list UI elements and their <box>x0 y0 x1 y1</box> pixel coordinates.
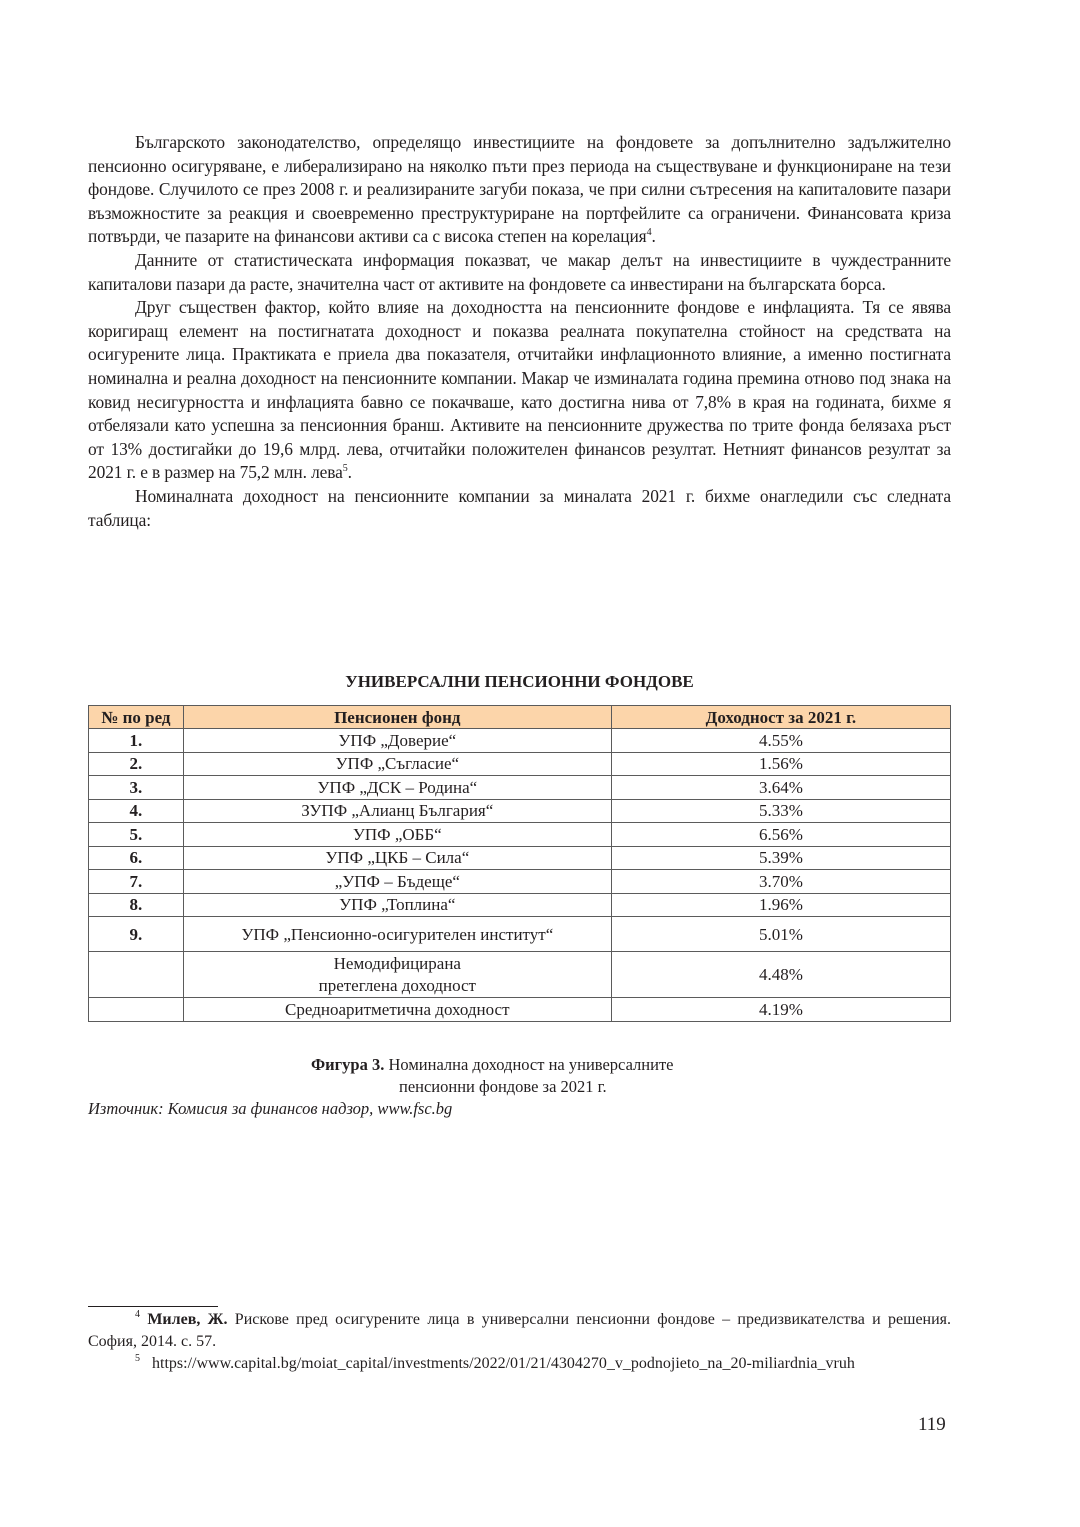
table-row <box>89 799 951 823</box>
table-title: УНИВЕРСАЛНИ ПЕНСИОННИ ФОНДОВЕ <box>345 672 694 691</box>
footnote-4 <box>88 1309 951 1353</box>
caption-line-1 <box>311 1054 951 1076</box>
fund-yield: 5.33% <box>611 799 950 823</box>
fund-yield: 5.39% <box>611 846 950 870</box>
fund-name: УПФ „ОББ“ <box>183 823 611 847</box>
footnote-author: Милев, Ж. <box>147 1311 228 1328</box>
paragraph-text: Данните от статистическата информация показват, че макар делът на инвестициите в чуждестранните капиталови пазари да расте, значителна част от активите на фондовете са инвестирани на българската борса. <box>88 249 951 294</box>
row-number: 1. <box>89 729 184 753</box>
paragraph-tail: . <box>347 462 352 483</box>
column-header-fund: Пенсионен фонд <box>183 706 611 729</box>
fund-name: УПФ „Доверие“ <box>183 729 611 753</box>
paragraph-text: Номиналната доходност на пенсионните компании за миналата 2021 г. бихме онагледили със следната таблица: <box>88 485 951 530</box>
fund-yield: 1.96% <box>611 893 950 917</box>
table-row <box>89 729 951 753</box>
fund-yield: 3.70% <box>611 870 950 894</box>
footnote-ref[interactable]: 5 <box>342 462 348 474</box>
table-row <box>89 776 951 800</box>
fund-name: „УПФ – Бъдеще“ <box>183 870 611 894</box>
footnote-text: Рискове пред осигурените лица в универсални пенсионни фондове – предизвикателства и решения. София, 2014. с. 57. <box>88 1311 952 1350</box>
fund-name: УПФ „Топлина“ <box>183 893 611 917</box>
body-text <box>88 131 951 532</box>
summary-label: Средноаритметична доходност <box>183 998 611 1022</box>
footnote-ref[interactable]: 4 <box>646 226 652 238</box>
summary-yield: 4.48% <box>611 952 950 998</box>
summary-yield: 4.19% <box>611 998 950 1022</box>
table-row <box>89 823 951 847</box>
page-number: 119 <box>918 1414 946 1435</box>
footnote-divider <box>88 1306 218 1307</box>
fund-yield: 1.56% <box>611 752 950 776</box>
fund-yield: 6.56% <box>611 823 950 847</box>
empty-cell <box>89 952 184 998</box>
summary-label-line2: претеглена доходност <box>318 975 476 995</box>
table-row <box>89 917 951 952</box>
paragraph-3 <box>88 296 951 485</box>
table-row <box>89 752 951 776</box>
paragraph-4 <box>88 485 951 532</box>
row-number: 7. <box>89 870 184 894</box>
footnote-number: 5 <box>135 1352 140 1364</box>
paragraph-text: Друг съществен фактор, който влияе на доходността на пенсионните фондове е инфлацията. Тя се явява коригиращ елемент на постигнатата доходност и показва реалната покупателна стойност на средствата на осигурените лица. Практиката е приела два показателя, отчитайки инфлационното влияние, а именно постигната номинална и реална доходност на пенсионните компании. Макар че изминалата година премина отново под знака на ковид несигурността и инфлацията бавно се покачваше, като достигна нива от 7,8% в края на годината, бихме я отбелязали като успешна за пенсионния бранш. Активите на пенсионните дружества по трите фонда белязаха ръст от 13% достигайки до 19,6 млрд. лева, отчитайки положителен финансов резултат. Нетният финансов резултат за 2021 г. е в размер на 75,2 млн. лева <box>88 297 951 483</box>
summary-row-average <box>89 998 951 1022</box>
column-header-yield: Доходност за 2021 г. <box>611 706 950 729</box>
fund-yield: 3.64% <box>611 776 950 800</box>
fund-name: УПФ „Съгласие“ <box>183 752 611 776</box>
figure-text-2: пенсионни фондове за 2021 г. <box>399 1077 607 1096</box>
paragraph-2 <box>88 249 951 296</box>
table-row <box>89 893 951 917</box>
source-note: Източник: Комисия за финансов надзор, www.fsc.bg <box>88 1099 453 1118</box>
summary-row-weighted <box>89 952 951 998</box>
figure-text-1: Номинална доходност на универсалните <box>388 1055 674 1074</box>
fund-name: УПФ „Пенсионно-осигурителен институт“ <box>183 917 611 952</box>
footnote-link[interactable]: https://www.capital.bg/moiat_capital/investments/2022/01/21/4304270_v_podnojieto_na_20-miliardnia_vruh <box>152 1355 855 1372</box>
table-row <box>89 846 951 870</box>
fund-yield: 5.01% <box>611 917 950 952</box>
summary-label <box>183 952 611 998</box>
fund-yield: 4.55% <box>611 729 950 753</box>
figure-caption <box>88 1054 951 1120</box>
row-number: 6. <box>89 846 184 870</box>
fund-name: ЗУПФ „Алианц България“ <box>183 799 611 823</box>
pension-funds-table <box>88 705 951 1022</box>
row-number: 4. <box>89 799 184 823</box>
fund-name: УПФ „ДСК – Родина“ <box>183 776 611 800</box>
footnote-5 <box>88 1353 951 1375</box>
column-header-number: № по ред <box>89 706 184 729</box>
paragraph-1 <box>88 131 951 249</box>
footnotes <box>88 1309 951 1375</box>
paragraph-text: Българското законодателство, определящо инвестициите на фондовете за допълнително задължително пенсионно осигуряване, е либерализирано на няколко пъти през периода на съществуване и функциониране на тези фондове. Случилото се през 2008 г. и реализираните загуби показа, че при силни сътресения на капиталовите пазари възможностите за реакция и своевременно преструктуриране на портфейлите са ограничени. Финансовата криза потвърди, че пазарите на финансови активи са с висока степен на корелация <box>88 132 951 247</box>
row-number: 9. <box>89 917 184 952</box>
row-number: 5. <box>89 823 184 847</box>
row-number: 2. <box>89 752 184 776</box>
table-header-row <box>89 706 951 729</box>
fund-name: УПФ „ЦКБ – Сила“ <box>183 846 611 870</box>
table-row <box>89 870 951 894</box>
summary-label-line1: Немодифицирана <box>333 953 461 973</box>
empty-cell <box>89 998 184 1022</box>
paragraph-tail: . <box>651 226 656 247</box>
row-number: 8. <box>89 893 184 917</box>
footnote-number: 4 <box>135 1308 140 1320</box>
figure-label: Фигура 3. <box>311 1055 385 1074</box>
row-number: 3. <box>89 776 184 800</box>
